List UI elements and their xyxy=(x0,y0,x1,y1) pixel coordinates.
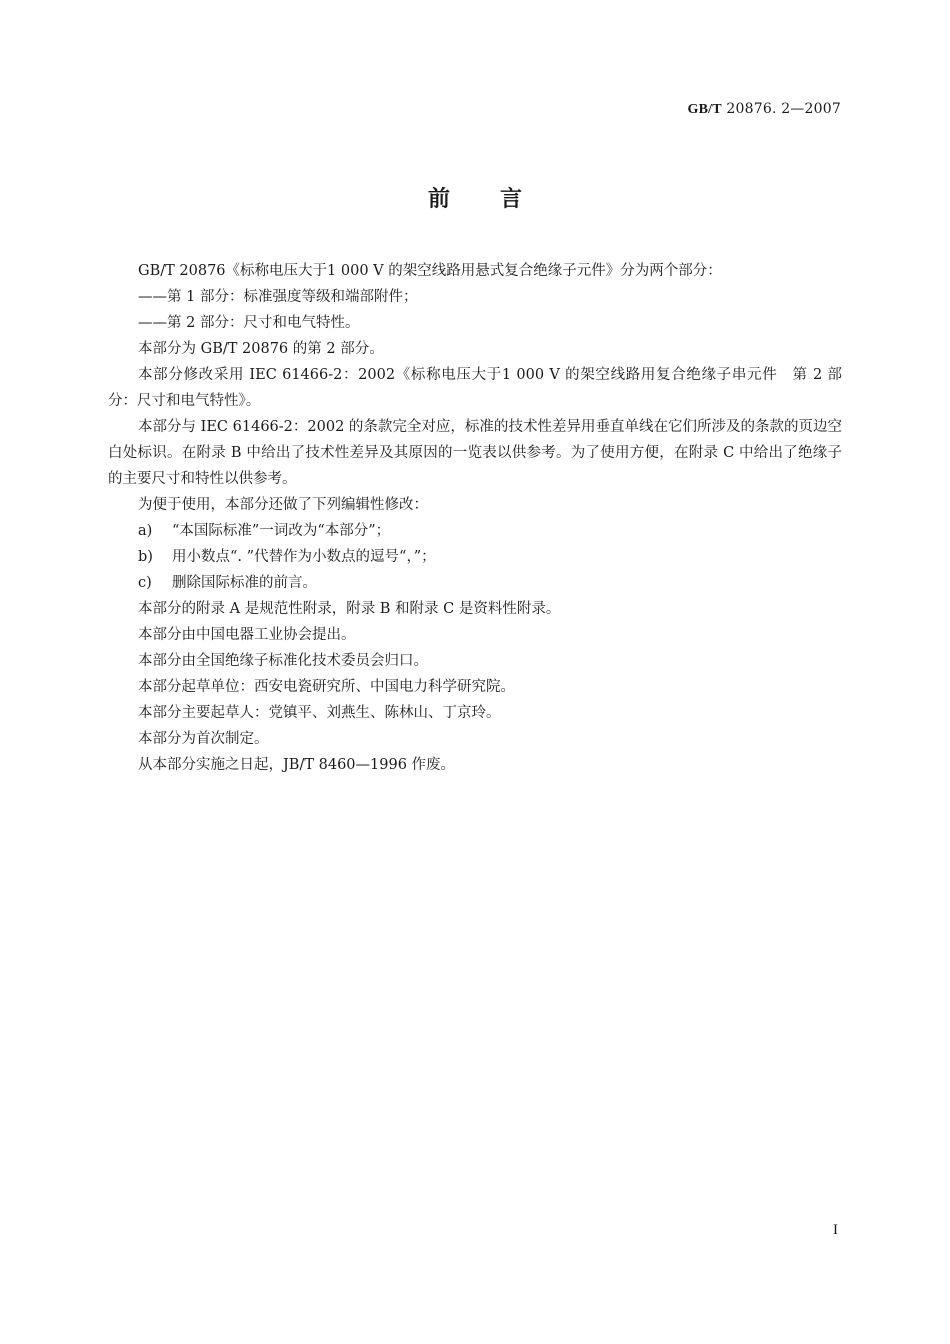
list-item-text: 用小数点“. ”代替作为小数点的逗号“，”； xyxy=(172,549,436,565)
paragraph: 本部分主要起草人：党镇平、刘燕生、陈林山、丁京玲。 xyxy=(138,705,501,721)
paragraph: 本部分与 IEC 61466-2：2002 的条款完全对应，标准的技术性差异用垂直单线在它们所涉及的条款的页边空白处标识。在附录 B 中给出了技术性差异及其原因的一览表以供参考。为了使用方便，在附录 C 中给出了绝缘子的主要尺寸和特性以供参考。 xyxy=(108,419,842,487)
list-item xyxy=(108,518,842,544)
page-title: 前言 xyxy=(427,187,572,212)
paragraph: ——第 1 部分：标准强度等级和端部附件； xyxy=(138,289,418,305)
standard-code-number: 20876. 2—2007 xyxy=(721,101,841,117)
paragraph: 本部分修改采用 IEC 61466-2：2002《标称电压大于1 000 V 的架空线路用复合绝缘子串元件 第 2 部分：尺寸和电气特性》。 xyxy=(108,367,842,409)
paragraph: 为便于使用，本部分还做了下列编辑性修改： xyxy=(138,497,428,513)
paragraph: 本部分为 GB/T 20876 的第 2 部分。 xyxy=(138,341,384,357)
list-item-marker: c) xyxy=(138,575,152,591)
list-item xyxy=(108,570,842,596)
list-item-text: 删除国际标准的前言。 xyxy=(172,575,317,591)
page-number: I xyxy=(833,1222,838,1238)
list-item xyxy=(108,544,842,570)
standard-code xyxy=(688,101,842,118)
foreword-body xyxy=(108,258,842,778)
paragraph: 本部分由中国电器工业协会提出。 xyxy=(138,627,356,643)
paragraph: 本部分由全国绝缘子标准化技术委员会归口。 xyxy=(138,653,428,669)
list-item-marker: a) xyxy=(138,523,153,539)
paragraph: 本部分的附录 A 是规范性附录，附录 B 和附录 C 是资料性附录。 xyxy=(138,601,561,617)
paragraph: GB/T 20876《标称电压大于1 000 V 的架空线路用悬式复合绝缘子元件》分为两个部分： xyxy=(138,263,722,279)
paragraph: ——第 2 部分：尺寸和电气特性。 xyxy=(138,315,360,331)
paragraph: 本部分起草单位：西安电瓷研究所、中国电力科学研究院。 xyxy=(138,679,515,695)
paragraph: 本部分为首次制定。 xyxy=(138,731,269,747)
standard-code-prefix: GB/T xyxy=(687,102,722,117)
list-item-text: “本国际标准”一词改为“本部分”； xyxy=(172,523,391,539)
list-item-marker: b) xyxy=(138,549,153,565)
paragraph: 从本部分实施之日起，JB/T 8460—1996 作废。 xyxy=(138,757,456,773)
